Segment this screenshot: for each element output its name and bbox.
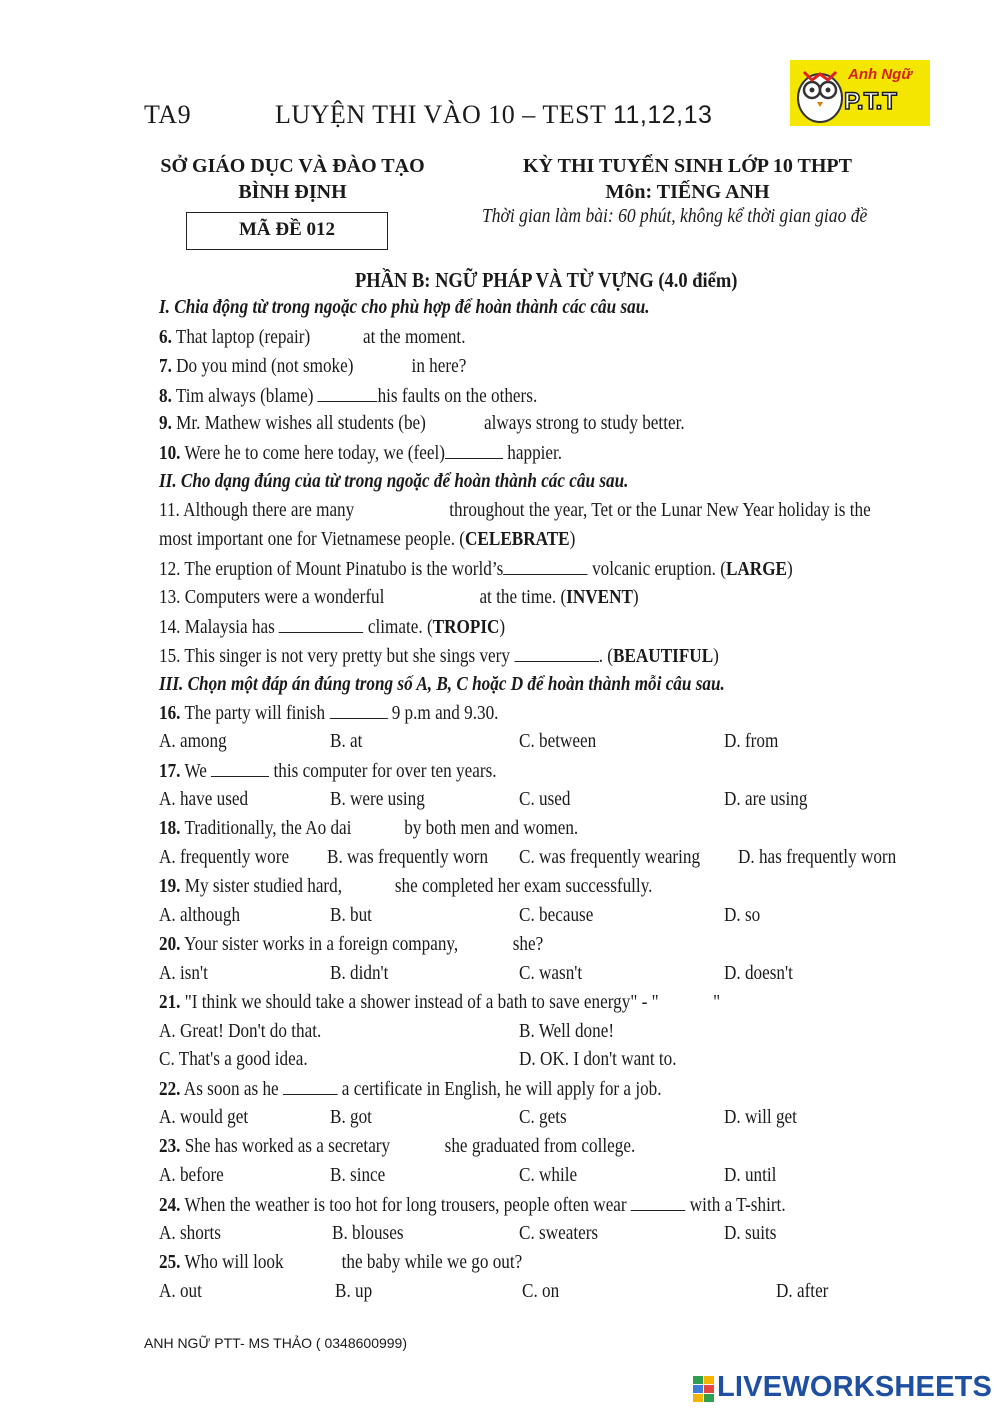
option-d[interactable]: D. so — [724, 905, 761, 926]
option-b[interactable]: B. at — [330, 731, 363, 752]
liveworksheets-brand[interactable]: LIVEWORKSHEETS — [717, 1371, 993, 1403]
exam-subject: Môn: TIẾNG ANH — [605, 181, 770, 203]
option-b[interactable]: B. up — [335, 1281, 373, 1302]
option-b[interactable]: B. since — [330, 1165, 386, 1186]
option-d[interactable]: D. doesn't — [724, 963, 793, 984]
question-24: 24. When the weather is too hot for long trousers, people often wear with a T-shirt. — [159, 1195, 786, 1216]
option-a[interactable]: A. Great! Don't do that. — [159, 1021, 322, 1042]
option-d[interactable]: D. are using — [724, 789, 808, 810]
question-18: 18. Traditionally, the Ao dai by both men and women. — [159, 818, 579, 839]
option-b[interactable]: B. blouses — [332, 1223, 404, 1244]
option-c[interactable]: C. because — [519, 905, 594, 926]
test-numbers: 11,12,13 — [612, 101, 713, 129]
part-title: PHẦN B: NGỮ PHÁP VÀ TỪ VỰNG (4.0 điểm) — [355, 268, 738, 292]
option-c[interactable]: C. gets — [519, 1107, 567, 1128]
option-d[interactable]: D. suits — [724, 1223, 777, 1244]
question-8: 8. Tim always (blame) his faults on the others. — [159, 386, 538, 407]
option-a[interactable]: A. before — [159, 1165, 224, 1186]
option-a[interactable]: A. frequently wore — [159, 847, 290, 868]
question-17: 17. We this computer for over ten years. — [159, 761, 497, 782]
option-d[interactable]: D. until — [724, 1165, 777, 1186]
option-b[interactable]: B. was frequently worn — [327, 847, 489, 868]
option-b[interactable]: B. were using — [330, 789, 425, 810]
question-25: 25. Who will look the baby while we go out? — [159, 1252, 523, 1273]
option-c[interactable]: C. wasn't — [519, 963, 583, 984]
worksheet-title — [275, 100, 712, 130]
dept-line1: SỞ GIÁO DỤC VÀ ĐÀO TẠO — [160, 155, 425, 177]
answer-blank[interactable] — [318, 385, 378, 402]
question-15: 15. This singer is not very pretty but she sings very . (BEAUTIFUL) — [159, 646, 719, 667]
question-10: 10. Were he to come here today, we (feel) happier. — [159, 443, 563, 464]
option-a[interactable]: A. among — [159, 731, 227, 752]
option-b[interactable]: B. got — [330, 1107, 372, 1128]
question-6: 6. That laptop (repair) at the moment. — [159, 327, 466, 348]
option-b[interactable]: B. didn't — [330, 963, 389, 984]
answer-blank[interactable] — [283, 1078, 338, 1095]
title-text: LUYỆN THI VÀO 10 – TEST — [275, 100, 606, 129]
question-23: 23. She has worked as a secretary she graduated from college. — [159, 1136, 636, 1157]
option-c[interactable]: C. on — [522, 1281, 560, 1302]
section3-heading: III. Chọn một đáp án đúng trong số A, B, C hoặc D để hoàn thành mỗi câu sau. — [159, 674, 725, 695]
option-d[interactable]: D. from — [724, 731, 779, 752]
answer-blank[interactable] — [503, 558, 587, 575]
exam-code-box: MÃ ĐỀ 012 — [186, 212, 388, 250]
question-12: 12. The eruption of Mount Pinatubo is the world’s volcanic eruption. (LARGE) — [159, 559, 793, 580]
question-16: 16. The party will finish 9 p.m and 9.30. — [159, 703, 499, 724]
anh-ngu-ptt-logo — [790, 60, 930, 126]
option-b[interactable]: B. but — [330, 905, 372, 926]
option-d[interactable]: D. after — [776, 1281, 829, 1302]
question-20: 20. Your sister works in a foreign company, she? — [159, 934, 544, 955]
option-d[interactable]: D. will get — [724, 1107, 797, 1128]
answer-blank[interactable] — [514, 645, 598, 662]
option-a[interactable]: A. shorts — [159, 1223, 221, 1244]
answer-blank[interactable] — [211, 760, 269, 777]
liveworksheets-logo-icon — [693, 1376, 715, 1402]
section2-heading: II. Cho dạng đúng của từ trong ngoặc để hoàn thành các câu sau. — [159, 471, 629, 492]
question-7: 7. Do you mind (not smoke) in here? — [159, 356, 467, 377]
answer-blank[interactable] — [445, 442, 503, 459]
question-9: 9. Mr. Mathew wishes all students (be) always strong to study better. — [159, 413, 685, 434]
logo-text-top: Anh Ngữ — [848, 66, 913, 83]
question-11-cont: most important one for Vietnamese people. (CELEBRATE) — [159, 529, 576, 550]
option-d[interactable]: D. OK. I don't want to. — [519, 1049, 677, 1070]
question-19: 19. My sister studied hard, she completed her exam successfully. — [159, 876, 653, 897]
section1-heading: I. Chia động từ trong ngoặc cho phù hợp để hoàn thành các câu sau. — [159, 297, 650, 318]
option-b[interactable]: B. Well done! — [519, 1021, 615, 1042]
question-22: 22. As soon as he a certificate in English, he will apply for a job. — [159, 1079, 662, 1100]
answer-blank[interactable] — [329, 702, 387, 719]
option-c[interactable]: C. was frequently wearing — [519, 847, 701, 868]
option-c[interactable]: C. used — [519, 789, 571, 810]
question-21: 21. "I think we should take a shower instead of a bath to save energy" - " " — [159, 992, 721, 1013]
option-c[interactable]: C. sweaters — [519, 1223, 599, 1244]
answer-blank[interactable] — [631, 1194, 686, 1211]
option-c[interactable]: C. That's a good idea. — [159, 1049, 308, 1070]
option-a[interactable]: A. out — [159, 1281, 202, 1302]
option-c[interactable]: C. while — [519, 1165, 578, 1186]
worksheet-code: TA9 — [144, 100, 192, 129]
option-a[interactable]: A. isn't — [159, 963, 208, 984]
option-a[interactable]: A. although — [159, 905, 241, 926]
question-11: 11. Although there are many throughout the year, Tet or the Lunar New Year holiday is the — [159, 500, 871, 521]
exam-name: KỲ THI TUYỂN SINH LỚP 10 THPT — [523, 155, 852, 177]
option-d[interactable]: D. has frequently worn — [738, 847, 897, 868]
question-13: 13. Computers were a wonderful at the time. (INVENT) — [159, 587, 639, 608]
option-a[interactable]: A. have used — [159, 789, 249, 810]
author-credit: ANH NGỮ PTT- MS THẢO ( 0348600999) — [144, 1335, 408, 1351]
answer-blank[interactable] — [279, 616, 363, 633]
exam-time: Thời gian làm bài: 60 phút, không kể thời gian giao đề — [482, 206, 868, 227]
logo-text-bottom: P.T.T — [844, 88, 897, 115]
option-c[interactable]: C. between — [519, 731, 597, 752]
question-14: 14. Malaysia has climate. (TROPIC) — [159, 617, 506, 638]
option-a[interactable]: A. would get — [159, 1107, 249, 1128]
dept-line2: BÌNH ĐỊNH — [238, 181, 347, 203]
